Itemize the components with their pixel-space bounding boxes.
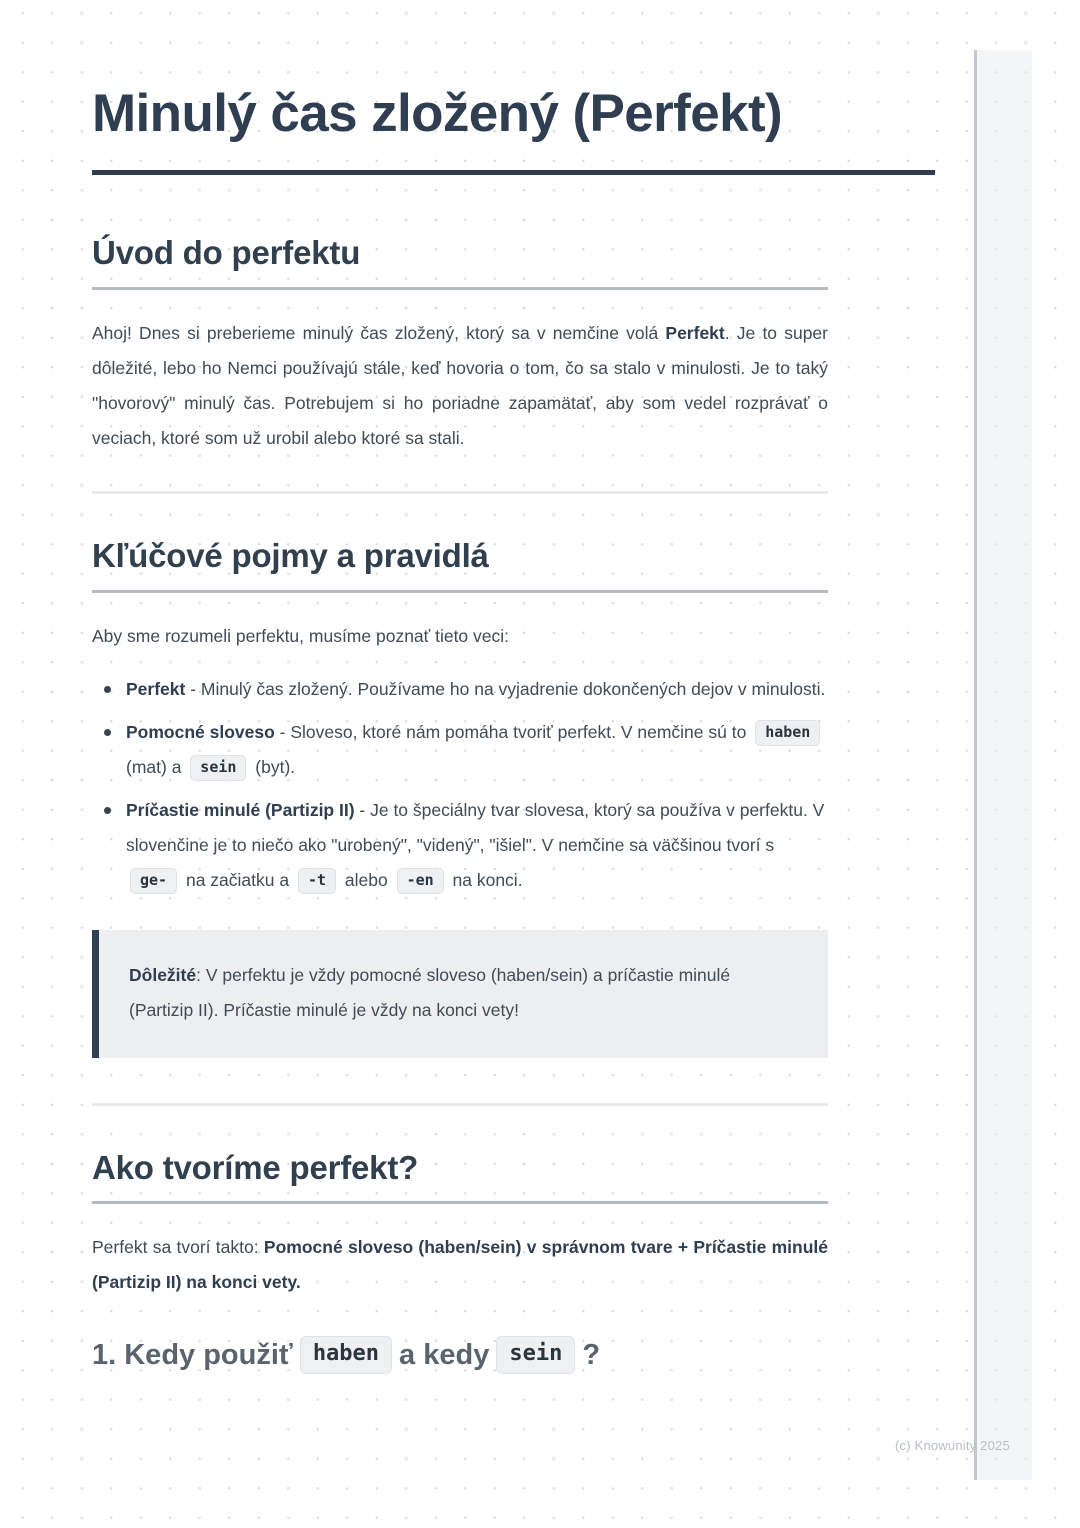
list-item-text: na začiatku a (181, 869, 294, 890)
spacer (92, 494, 828, 536)
copyright-watermark: (c) Knowunity 2025 (895, 1438, 1010, 1453)
list-item-text: - Minulý čas zložený. Používame ho na vyjadrenie dokončených dejov v minulosti. (185, 678, 826, 699)
list-item-text: na konci. (447, 869, 523, 890)
intro-text-part1: Ahoj! Dnes si preberieme minulý čas zložený, ktorý sa v nemčine volá (92, 322, 666, 343)
list-item-text: alebo (340, 869, 393, 890)
spacer (92, 1106, 828, 1148)
section-heading-concepts: Kľúčové pojmy a pravidlá (92, 536, 489, 574)
right-margin-column (974, 50, 1032, 1480)
code-badge-t-suffix: -t (298, 868, 336, 894)
list-item-text: - Sloveso, ktoré nám pomáha tvoriť perfekt. V nemčine sú to (274, 721, 752, 742)
code-badge-sein: sein (496, 1336, 575, 1374)
section-heading-formation: Ako tvoríme perfekt? (92, 1148, 419, 1186)
spacer (92, 175, 828, 233)
code-badge-en-suffix: -en (397, 868, 444, 894)
subheading-suffix: ? (582, 1339, 601, 1372)
callout-body: : V perfektu je vždy pomocné sloveso (haben/sein) a príčastie minulé (Partizip II). Príčastie minulé je vždy na konci vety! (129, 964, 731, 1020)
intro-text-bold: Perfekt (665, 322, 725, 343)
formation-text-bold: Pomocné sloveso (haben/sein) v správnom tvare + Príčastie minulé (Partizip II) na konci vety. (92, 1237, 828, 1293)
code-badge-haben: haben (300, 1336, 392, 1374)
document-content (92, 0, 828, 1374)
page-title: Minulý čas zložený (Perfekt) (92, 84, 783, 143)
callout-label: Dôležité (129, 964, 197, 985)
code-badge-ge-prefix: ge- (130, 868, 177, 894)
spacer (92, 1058, 828, 1103)
spacer (92, 456, 828, 491)
code-badge-haben: haben (755, 720, 820, 746)
intro-paragraph (92, 316, 828, 456)
list-item-text: (byt). (250, 756, 296, 777)
important-callout (92, 930, 828, 1058)
callout-text (129, 958, 798, 1028)
spacer (92, 593, 828, 619)
list-item-term: Perfekt (126, 678, 186, 699)
list-item-text: (mat) a (126, 756, 187, 777)
list-item-text: - Je to špeciálny tvar slovesa, ktorý sa používa v perfektu. V slovenčine je to niečo ako "urobený", "videný", "išiel". V nemčine sa väčšinou tvorí s (126, 799, 825, 855)
spacer (92, 1300, 828, 1336)
list-item (126, 672, 828, 707)
spacer (92, 290, 828, 316)
formation-paragraph (92, 1230, 828, 1300)
formation-text-lead: Perfekt sa tvorí takto: (92, 1237, 264, 1258)
list-item-term: Pomocné sloveso (126, 721, 275, 742)
list-item-term: Príčastie minulé (Partizip II) (126, 799, 355, 820)
spacer (92, 906, 828, 930)
intro-text-part2: . Je to super dôležité, lebo ho Nemci používajú stále, keď hovoria o tom, čo sa stalo v minulosti. Je to taký "hovorový" minulý čas. Potrebujem si ho poriadne zapamätať, aby som vedel rozprávať o veciach, ktoré som už urobil alebo ktoré sa stali. (92, 322, 828, 448)
spacer (92, 1204, 828, 1230)
list-item (126, 715, 828, 785)
list-item (126, 793, 828, 898)
spacer (92, 654, 828, 672)
concepts-list (92, 672, 828, 898)
subsection-heading-haben-sein (92, 1336, 828, 1374)
concepts-lead-paragraph: Aby sme rozumeli perfektu, musíme poznať tieto veci: (92, 625, 510, 646)
section-heading-intro: Úvod do perfektu (92, 234, 361, 272)
code-badge-sein: sein (190, 755, 246, 781)
subheading-prefix: 1. Kedy použiť (92, 1339, 293, 1372)
subheading-middle: a kedy (399, 1339, 490, 1372)
